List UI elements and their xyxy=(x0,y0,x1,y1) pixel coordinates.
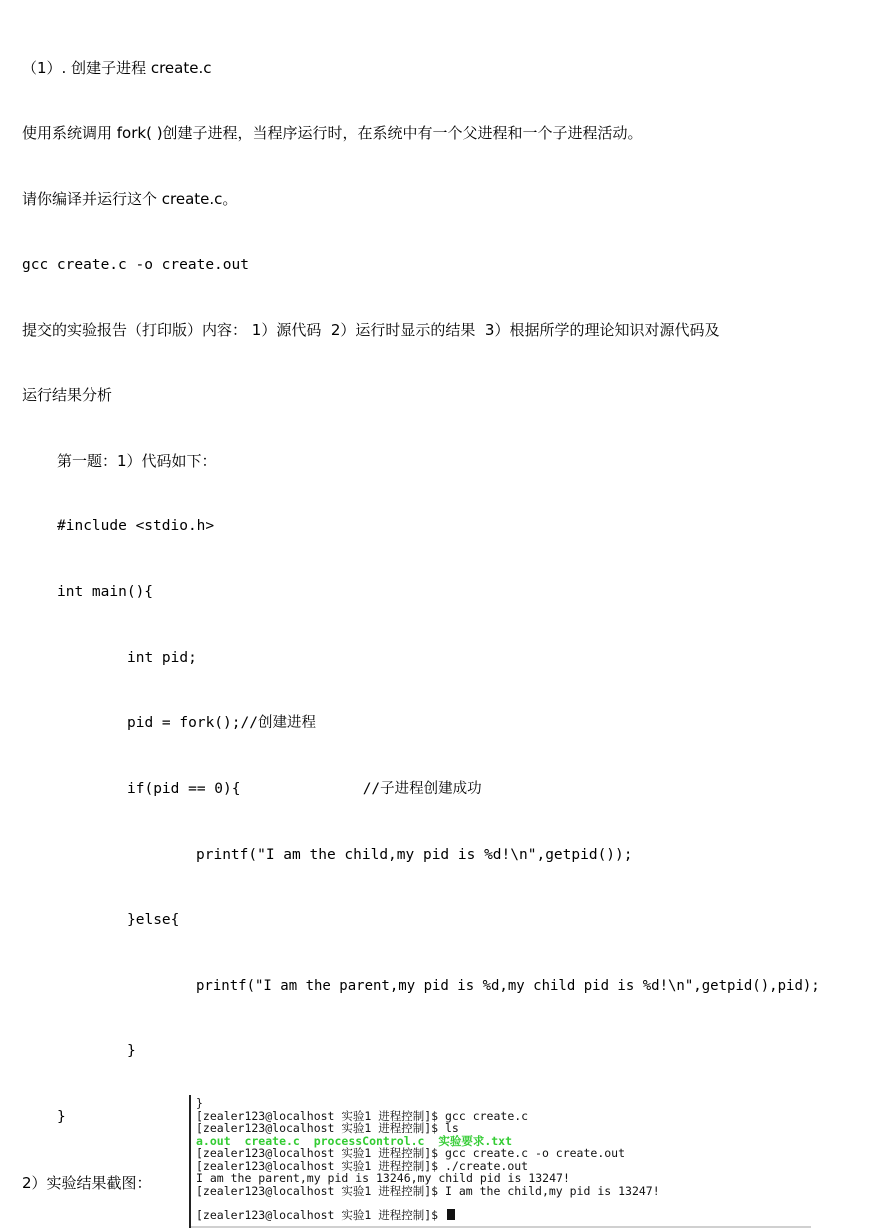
code-line: pid = fork();//创建进程 xyxy=(127,715,316,731)
paragraph-report-contents-continued: 运行结果分析 xyxy=(22,386,113,404)
terminal-line: I am the parent,my pid is 13246,my child pid is 13247! xyxy=(196,1171,570,1185)
code-line: #include <stdio.h> xyxy=(57,518,215,534)
terminal-line: [zealer123@localhost 实验1 进程控制]$ gcc create.c xyxy=(196,1108,529,1123)
code-line: if(pid == 0){ //子进程创建成功 xyxy=(127,781,482,797)
paragraph-report-contents: 提交的实验报告（打印版）内容： 1）源代码 2）运行时显示的结果 3）根据所学的理论知识对源代码及 xyxy=(22,321,720,339)
code-line: } xyxy=(57,1109,66,1125)
terminal-line: [zealer123@localhost 实验1 进程控制]$ I am the child,my pid is 13247! xyxy=(196,1183,660,1198)
code-line: int pid; xyxy=(127,650,197,666)
code-line: }else{ xyxy=(127,912,180,928)
section-heading: （1）. 创建子进程 create.c xyxy=(22,59,212,77)
terminal-line: [zealer123@localhost 实验1 进程控制]$ ls xyxy=(196,1121,459,1135)
compile-command: gcc create.c -o create.out xyxy=(22,257,249,273)
terminal-screenshot xyxy=(189,1095,811,1228)
result-screenshot-label: 2）实验结果截图： xyxy=(22,1174,152,1192)
code-line: } xyxy=(127,1043,136,1059)
terminal-line: } xyxy=(196,1096,203,1110)
terminal-ls-output: a.out create.c processControl.c 实验要求.txt xyxy=(196,1133,513,1148)
terminal-prompt: [zealer123@localhost 实验1 进程控制]$ xyxy=(196,1208,446,1222)
terminal-prompt-line xyxy=(196,1209,455,1222)
terminal-cursor xyxy=(447,1209,455,1220)
code-line: printf("I am the parent,my pid is %d,my child pid is %d!\n",getpid(),pid); xyxy=(196,978,820,994)
question-1-title: 第一题：1）代码如下： xyxy=(57,452,217,470)
code-line: int main(){ xyxy=(57,584,154,600)
paragraph-compile-request: 请你编译并运行这个 create.c。 xyxy=(22,190,238,208)
paragraph-fork: 使用系统调用 fork( )创建子进程，当程序运行时，在系统中有一个父进程和一个子进程活动。 xyxy=(22,124,643,142)
terminal-line: [zealer123@localhost 实验1 进程控制]$ ./create.out xyxy=(196,1158,529,1173)
code-line: printf("I am the child,my pid is %d!\n",getpid()); xyxy=(196,847,633,863)
terminal-line: [zealer123@localhost 实验1 进程控制]$ gcc create.c -o create.out xyxy=(196,1146,626,1160)
